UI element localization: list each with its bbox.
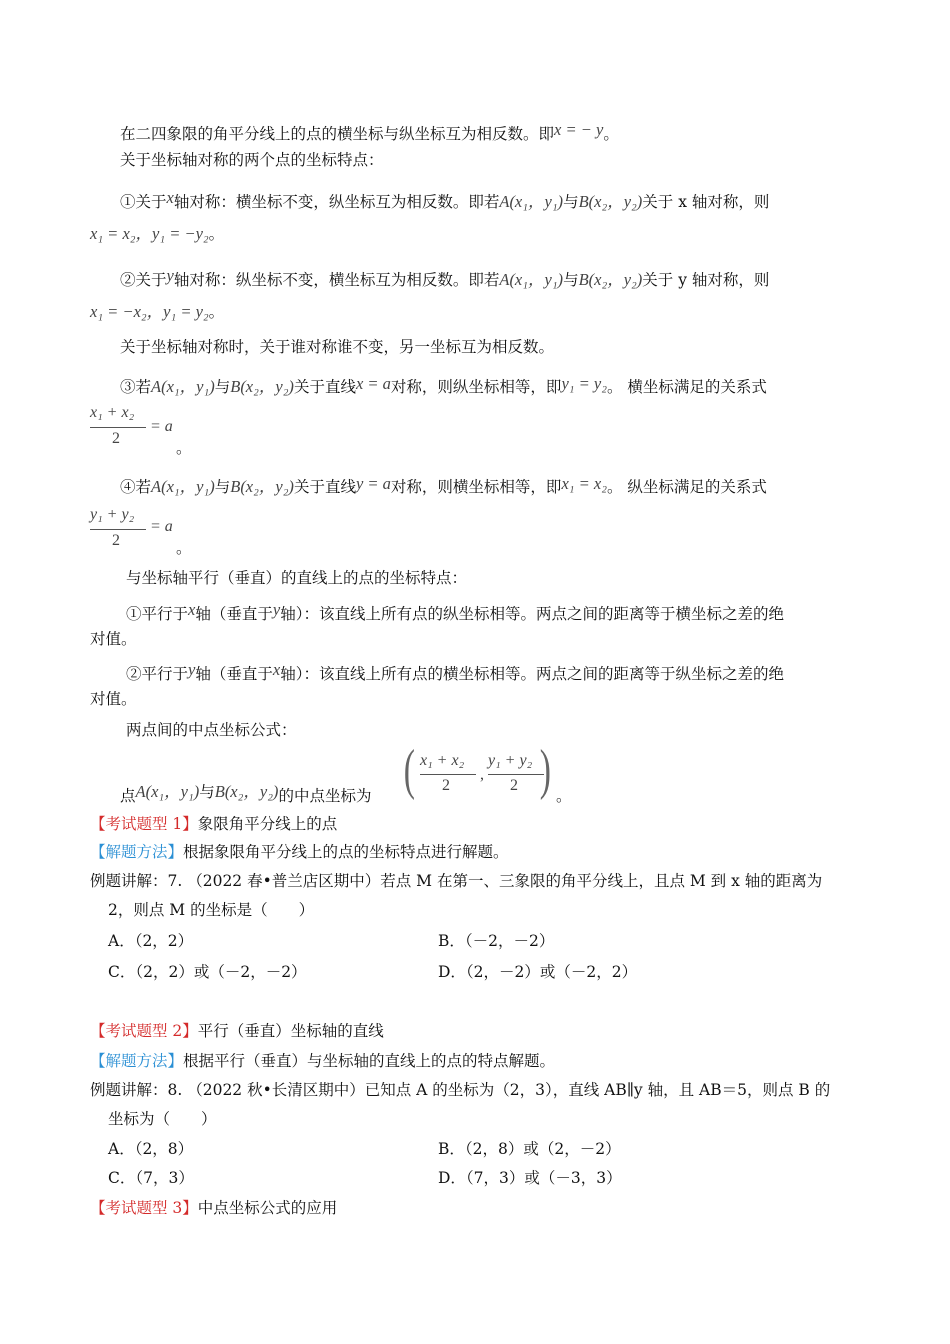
equation: x = − y	[554, 120, 604, 139]
midpoint-line: 点A(x₁，y₁)与B(x₂，y₂)的中点坐标为	[120, 782, 372, 805]
type2-heading: 【考试题型 2】平行（垂直）坐标轴的直线	[90, 1022, 384, 1040]
type1-method: 【解题方法】根据象限角平分线上的点的坐标特点进行解题。	[90, 843, 509, 861]
document-page: 在二四象限的角平分线上的点的横坐标与纵坐标互为相反数。即x = − y。 关于坐标轴对称的两个点的坐标特点： ①关于x轴对称：横坐标不变，纵坐标互为相反数。即若A(x₁，y₁)与B(x₂，y₂)关于 x 轴对称，则 x₁ = x₂，y₁ = −y₂。 ②关于y轴对称：纵坐标不变，横坐标互为相反数。即若A(x₁，y₁)与B(x₂，y₂)关于 y 轴对称，则 x₁ = −x₂，y₁ = y₂。 关于坐标轴对称时，关于谁对称谁不变，另一坐标互为相反数。 ③若A(x₁，y₁)与B(x₂，y₂)关于直线x = a对称，则纵坐标相等，即y₁ = y₂。 横坐标满足的关系式 x₁ + x₂ 2 = a 。 ④若A(x₁，y₁)与B(x₂，y₂)关于直线y = a对称，则横坐标相等，即x₁ = x₂。 纵坐标满足的关系式 y₁ + y₂ 2 = a 。 与坐标轴平行（垂直）的直线上的点的坐标特点： ①平行于x轴（垂直于y轴）：该直线上所有点的纵坐标相等。两点之间的距离等于横坐标之差的绝 对值。 ②平行于y轴（垂直于x轴）：该直线上所有点的横坐标相等。两点之间的距离等于纵坐标之差的绝 对值。 两点间的中点坐标公式： 点A(x₁，y₁)与B(x₂，y₂)的中点坐标为 ( x₁ + x₂ 2 , y₁ + y₂ 2 ) 。 【考试题型 1】象限角平分线上的点 【解题方法】根据象限角平分线上的点的坐标特点进行解题。 例题讲解：7. （2022 春•普兰店区期中）若点 M 在第一、三象限的角平分线上，且点 M 到 x 轴的距离为 2，则点 M 的坐标是（ ） A．（2，2） B．（－2，－2） C．（2，2）或（－2，－2） D．（2，－2）或（－2，2） 【考试题型 2】平行（垂直）坐标轴的直线 【解题方法】根据平行（垂直）与坐标轴的直线上的点的特点解题。 例题讲解：8. （2022 秋•长清区期中）已知点 A 的坐标为（2，3），直线 AB∥y 轴，且 AB＝5，则点 B 的 坐标为（ ） A．（2，8） B．（2，8）或（2，－2） C．（7，3） D．（7，3）或（－3，3） 【考试题型 3】中点坐标公式的应用	[90, 120, 831, 1217]
intro-line-2: 关于坐标轴对称的两个点的坐标特点：	[120, 151, 384, 169]
exam-type-tag: 【考试题型 3】	[90, 1199, 198, 1217]
sym-x-result: x₁ = x₂，y₁ = −y₂。	[90, 224, 225, 243]
point-a: A(x₁，y₁)	[499, 270, 564, 289]
parallel-1: ①平行于x轴（垂直于y轴）：该直线上所有点的纵坐标相等。两点之间的距离等于横坐标之差的绝	[126, 600, 784, 623]
parallel-heading: 与坐标轴平行（垂直）的直线上的点的坐标特点：	[126, 569, 468, 587]
midpoint-formula: x₁ + x₂ 2 , y₁ + y₂ 2	[420, 752, 560, 802]
option-b: B．（－2，－2）	[438, 932, 555, 950]
sym-y-result: x₁ = −x₂，y₁ = y₂。	[90, 302, 225, 321]
method-tag: 【解题方法】	[90, 1052, 184, 1070]
parallel-2: ②平行于y轴（垂直于x轴）：该直线上所有点的横坐标相等。两点之间的距离等于纵坐标之差的绝	[126, 660, 784, 683]
sym-rule: 关于坐标轴对称时，关于谁对称谁不变，另一坐标互为相反数。	[120, 338, 555, 356]
fraction-x-mid: x₁ + x₂ 2 = a	[90, 404, 173, 447]
question-8: 例题讲解：8. （2022 秋•长清区期中）已知点 A 的坐标为（2，3），直线 AB∥y 轴，且 AB＝5，则点 B 的	[90, 1081, 831, 1099]
option-c: C．（2，2）或（－2，－2）	[108, 963, 307, 981]
fraction-y-mid: y₁ + y₂ 2 = a	[90, 506, 173, 549]
sym-y-line: ②关于y轴对称：纵坐标不变，横坐标互为相反数。即若A(x₁，y₁)与B(x₂，y₂)关于 y 轴对称，则	[120, 266, 770, 289]
intro-line-1: 在二四象限的角平分线上的点的横坐标与纵坐标互为相反数。即x = − y。	[120, 120, 619, 143]
point-a: A(x₁，y₁)	[499, 192, 564, 211]
point-b: B(x₂，y₂)	[578, 192, 643, 211]
option-d: D．（2，－2）或（－2，2）	[438, 963, 638, 981]
type2-method: 【解题方法】根据平行（垂直）与坐标轴的直线上的点的特点解题。	[90, 1052, 556, 1070]
sym-x-line: ①关于x轴对称：横坐标不变，纵坐标互为相反数。即若A(x₁，y₁)与B(x₂，y₂)关于 x 轴对称，则	[120, 188, 770, 211]
midpoint-heading: 两点间的中点坐标公式：	[126, 721, 297, 739]
question-7: 例题讲解：7. （2022 春•普兰店区期中）若点 M 在第一、三象限的角平分线上，且点 M 到 x 轴的距离为	[90, 872, 823, 890]
type1-heading: 【考试题型 1】象限角平分线上的点	[90, 815, 338, 833]
line-y-sym: ④若A(x₁，y₁)与B(x₂，y₂)关于直线y = a对称，则横坐标相等，即x₁ = x₂。 纵坐标满足的关系式	[120, 474, 767, 496]
option-d: D．（7，3）或（－3，3）	[438, 1169, 622, 1187]
type3-heading: 【考试题型 3】中点坐标公式的应用	[90, 1199, 338, 1217]
exam-type-tag: 【考试题型 2】	[90, 1022, 198, 1040]
point-b: B(x₂，y₂)	[578, 270, 643, 289]
option-a: A．（2，2）	[108, 932, 194, 950]
line-x-sym: ③若A(x₁，y₁)与B(x₂，y₂)关于直线x = a对称，则纵坐标相等，即y₁ = y₂。 横坐标满足的关系式	[120, 374, 767, 396]
option-b: B．（2，8）或（2，－2）	[438, 1140, 621, 1158]
option-c: C．（7，3）	[108, 1169, 194, 1187]
method-tag: 【解题方法】	[90, 843, 184, 861]
exam-type-tag: 【考试题型 1】	[90, 815, 198, 833]
option-a: A．（2，8）	[108, 1140, 194, 1158]
